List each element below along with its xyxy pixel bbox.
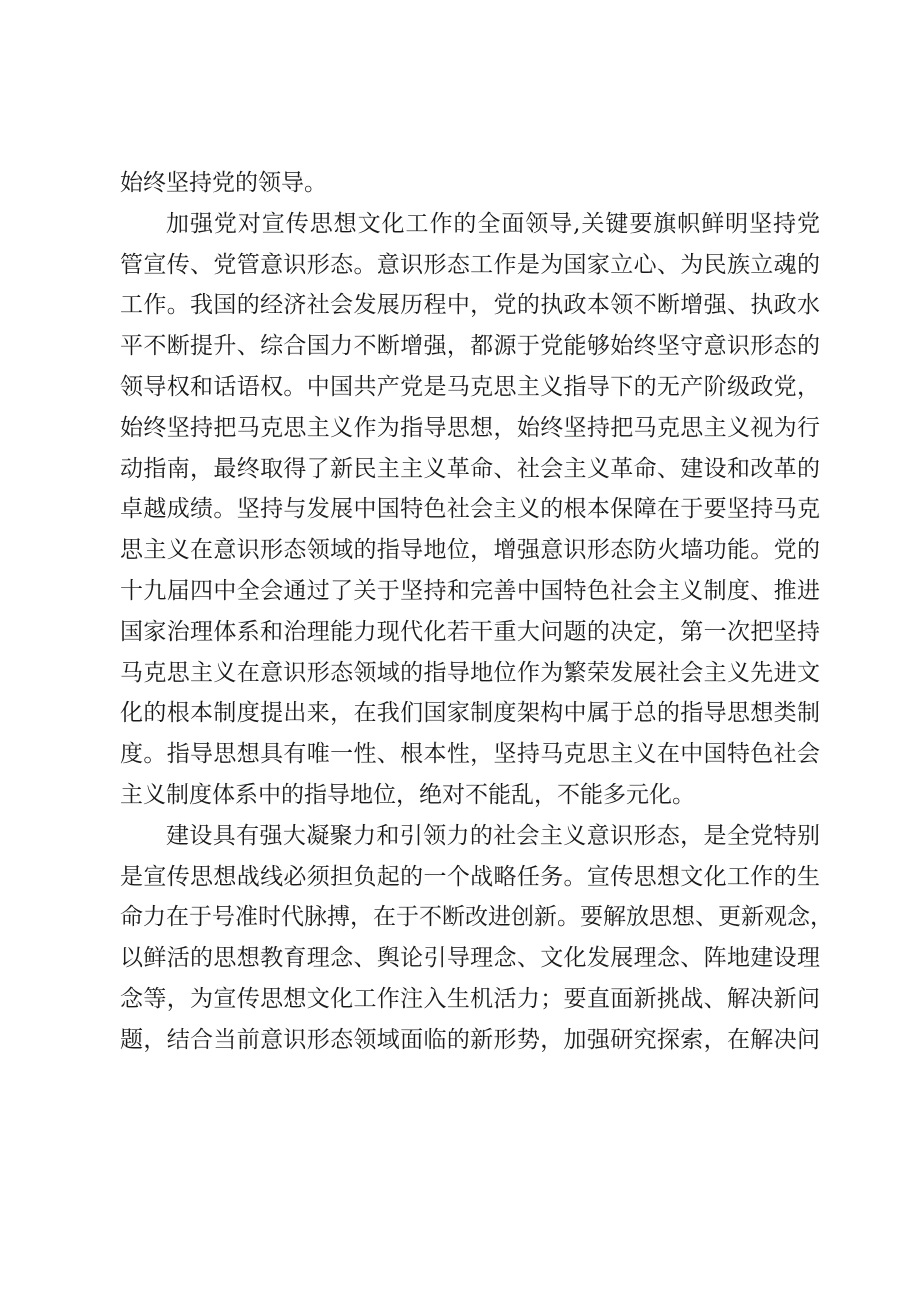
- paragraph-2-line-4: 平不断提升、综合国力不断增强，都源于党能够始终坚守意识形态的: [120, 333, 820, 360]
- paragraph-3-line-2: 是宣传思想战线必须担负起的一个战略任务。宣传思想文化工作的生: [120, 863, 820, 890]
- paragraph-3-line-1: 建设具有强大凝聚力和引领力的社会主义意识形态，是全党特别: [166, 822, 820, 849]
- paragraph-2-line-8: 卓越成绩。坚持与发展中国特色社会主义的根本保障在于要坚持马克: [120, 496, 820, 523]
- body-text: [120, 163, 833, 1061]
- paragraph-3-line-3: 命力在于号准时代脉搏，在于不断改进创新。要解放思想、更新观念，: [120, 904, 833, 931]
- paragraph-2-line-11: 国家治理体系和治理能力现代化若干重大问题的决定，第一次把坚持: [120, 618, 820, 645]
- paragraph-2-line-3: 工作。我国的经济社会发展历程中，党的执政本领不断增强、执政水: [120, 292, 820, 319]
- paragraph-2-line-10: 十九届四中全会通过了关于坚持和完善中国特色社会主义制度、推进: [120, 577, 820, 604]
- paragraph-2-line-15: 主义制度体系中的指导地位，绝对不能乱，不能多元化。: [120, 781, 695, 808]
- paragraph-2-line-1: 加强党对宣传思想文化工作的全面领导,关键要旗帜鲜明坚持党: [166, 210, 820, 237]
- paragraph-3-line-5: 念等，为宣传思想文化工作注入生机活力；要直面新挑战、解决新问: [120, 985, 820, 1012]
- paragraph-3-line-4: 以鲜活的思想教育理念、舆论引导理念、文化发展理念、阵地建设理: [120, 945, 820, 972]
- paragraph-3-line-6: 题，结合当前意识形态领域面临的新形势，加强研究探索，在解决问: [120, 1026, 820, 1053]
- paragraph-2-line-2: 管宣传、党管意识形态。意识形态工作是为国家立心、为民族立魂的: [120, 251, 820, 278]
- paragraph-2-line-5: 领导权和话语权。中国共产党是马克思主义指导下的无产阶级政党，: [120, 373, 820, 400]
- paragraph-2-line-13: 化的根本制度提出来，在我们国家制度架构中属于总的指导思想类制: [120, 700, 820, 727]
- paragraph-2-line-9: 思主义在意识形态领域的指导地位，增强意识形态防火墙功能。党的: [120, 537, 820, 564]
- paragraph-1-line-1: 始终坚持党的领导。: [120, 170, 327, 196]
- paragraph-2-line-6: 始终坚持把马克思主义作为指导思想，始终坚持把马克思主义视为行: [120, 414, 820, 441]
- paragraph-2-line-7: 动指南，最终取得了新民主主义革命、社会主义革命、建设和改革的: [120, 455, 820, 482]
- paragraph-2-line-14: 度。指导思想具有唯一性、根本性，坚持马克思主义在中国特色社会: [120, 741, 820, 768]
- paragraph-2-line-12: 马克思主义在意识形态领域的指导地位作为繁荣发展社会主义先进文: [120, 659, 820, 686]
